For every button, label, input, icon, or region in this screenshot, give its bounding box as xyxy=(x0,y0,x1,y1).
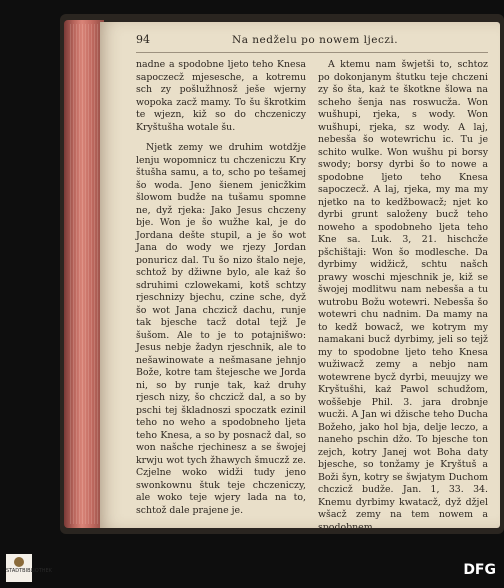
right-column xyxy=(318,59,488,542)
book-page xyxy=(100,22,500,533)
text-columns xyxy=(136,59,488,542)
header-rule xyxy=(136,52,488,53)
library-logo-text: STADTBIBLIOTHEK xyxy=(6,568,52,574)
seal-icon xyxy=(14,557,24,567)
library-logo xyxy=(6,554,52,582)
page-header xyxy=(136,34,488,50)
right-paragraph: A ktemu nam šwjetši to, schtoz po dokonjanym štutku teje chczeni zy šo šta, każ te škotkne šlowa na scheho šenja nas roswucža. Won wušhupi, rjeka, s wody. Won wušhupi, rjeka, sz wody. A laj, nebesša šo wotewrichu ic. Tu je schito wulke. Won wušhu pi borsy swody; borsy dyrbi šo to nowe a spodobne ljeto teho Knesa sapoczecž. A laj, rjeka, my ma my njetko na to kedžbowacž; njet ko dyrbi grunt saloženy bucž teho noweho a spodobneho ljeta teho Kne sa. Luk. 3, 21. hischcže pšchištaji: Won šo modlesche. Da dyrbimy widžicž, schtu našch prawy woschi mjeschnik je, kiž se šwojej modlitwu nam nebesša a tu wutrobu Božu wotewri. Nebesša šo wotewri chu nadnim. Da mamy na to kedž bowacž, we kotrym my namakani bucž dyrbimy, jeli so tejž my to spodobne ljeto teho Knesa wužiwacž zemy a nebjo nam wotewrene bycž dyrbi, meuujzy we Kryštušhi, każ Pawol schudžom, woššebje Phil. 3. jara drobnje wucži. A Jan wi džische teho Ducha Božeho, jako hol bja, delje leczo, a naneho pschin džo. To bjesche ton zejch, kotry Janej wot Boha daty bjesche, so tonžamy je Kryštuš a Boži šyn, kotry se šwjatym Duchom chczicž budže. Jan. 1, 33. 34. Knemu dyrbimy kwatacž, dyž džjel wšacž zemy na tem nowem a spodobnem xyxy=(318,59,488,533)
left-paragraph: Njetk zemy we druhim wotdžje lenju wopomnicz tu chczeniczu Kry štušha samu, a to, scho po tešamej šo woda. Jeno šienem jenicžkim šlowom budže na tušamu spomne ne, dyž rjeka: Jako Jesus chczeny bje. Won je šo wužhe kal, je do Jordana dešte stupil, a je šo wot Jana do wody we rjezy Jordan ponuricz dal. Tu šo nizo štalo neje, schtož by džiwne bylo, ale każ šo sdruhimi czlowekami, kotš schtzy rjeschnizy bjechu, czine sche, dyž šo wot Jana chczicž dachu, runje tak bjesche tacž dotal tejž Je šušom. Ale to je to potajnišwo: Jesus nebje žadyn rjeschnik, ale to nešawinowate a nešmasane jehnjo Bože, kotre tam štejesche we Jorda ni, so by runje tak, każ druhy rjesch nizy, šo chczicž dal, a so by pschi tej škladnoszi spoczatk ezinil teho no weho a spodobneho ljeta teho Knesa, a so by posnacž dal, so won našche rjechinesz a se šwojej krwju wot tych žhawych šmuczž ze. Czjelne woko widži tudy jeno swonkownu štuk teje chczeniczy, ale woko teje wjery lada na to, schtož dale prajene je. xyxy=(136,142,306,516)
left-paragraph: nadne a spodobne ljeto teho Knesa sapoczecž mjesesche, a kotremu sch zy pošlužhnosž ješe wjerny wopoka zacž mamy. To šu škrotkim te wjezn, kiž so do chczeniczy Kryštušha wotale šu. xyxy=(136,59,306,133)
page-edge-lines xyxy=(70,24,100,524)
running-title: Na nedželu po nowem ljeczi. xyxy=(232,34,399,46)
dfg-logo: DFG xyxy=(463,562,496,578)
page-text xyxy=(136,33,488,533)
left-column xyxy=(136,59,306,542)
page-number: 94 xyxy=(136,33,150,46)
